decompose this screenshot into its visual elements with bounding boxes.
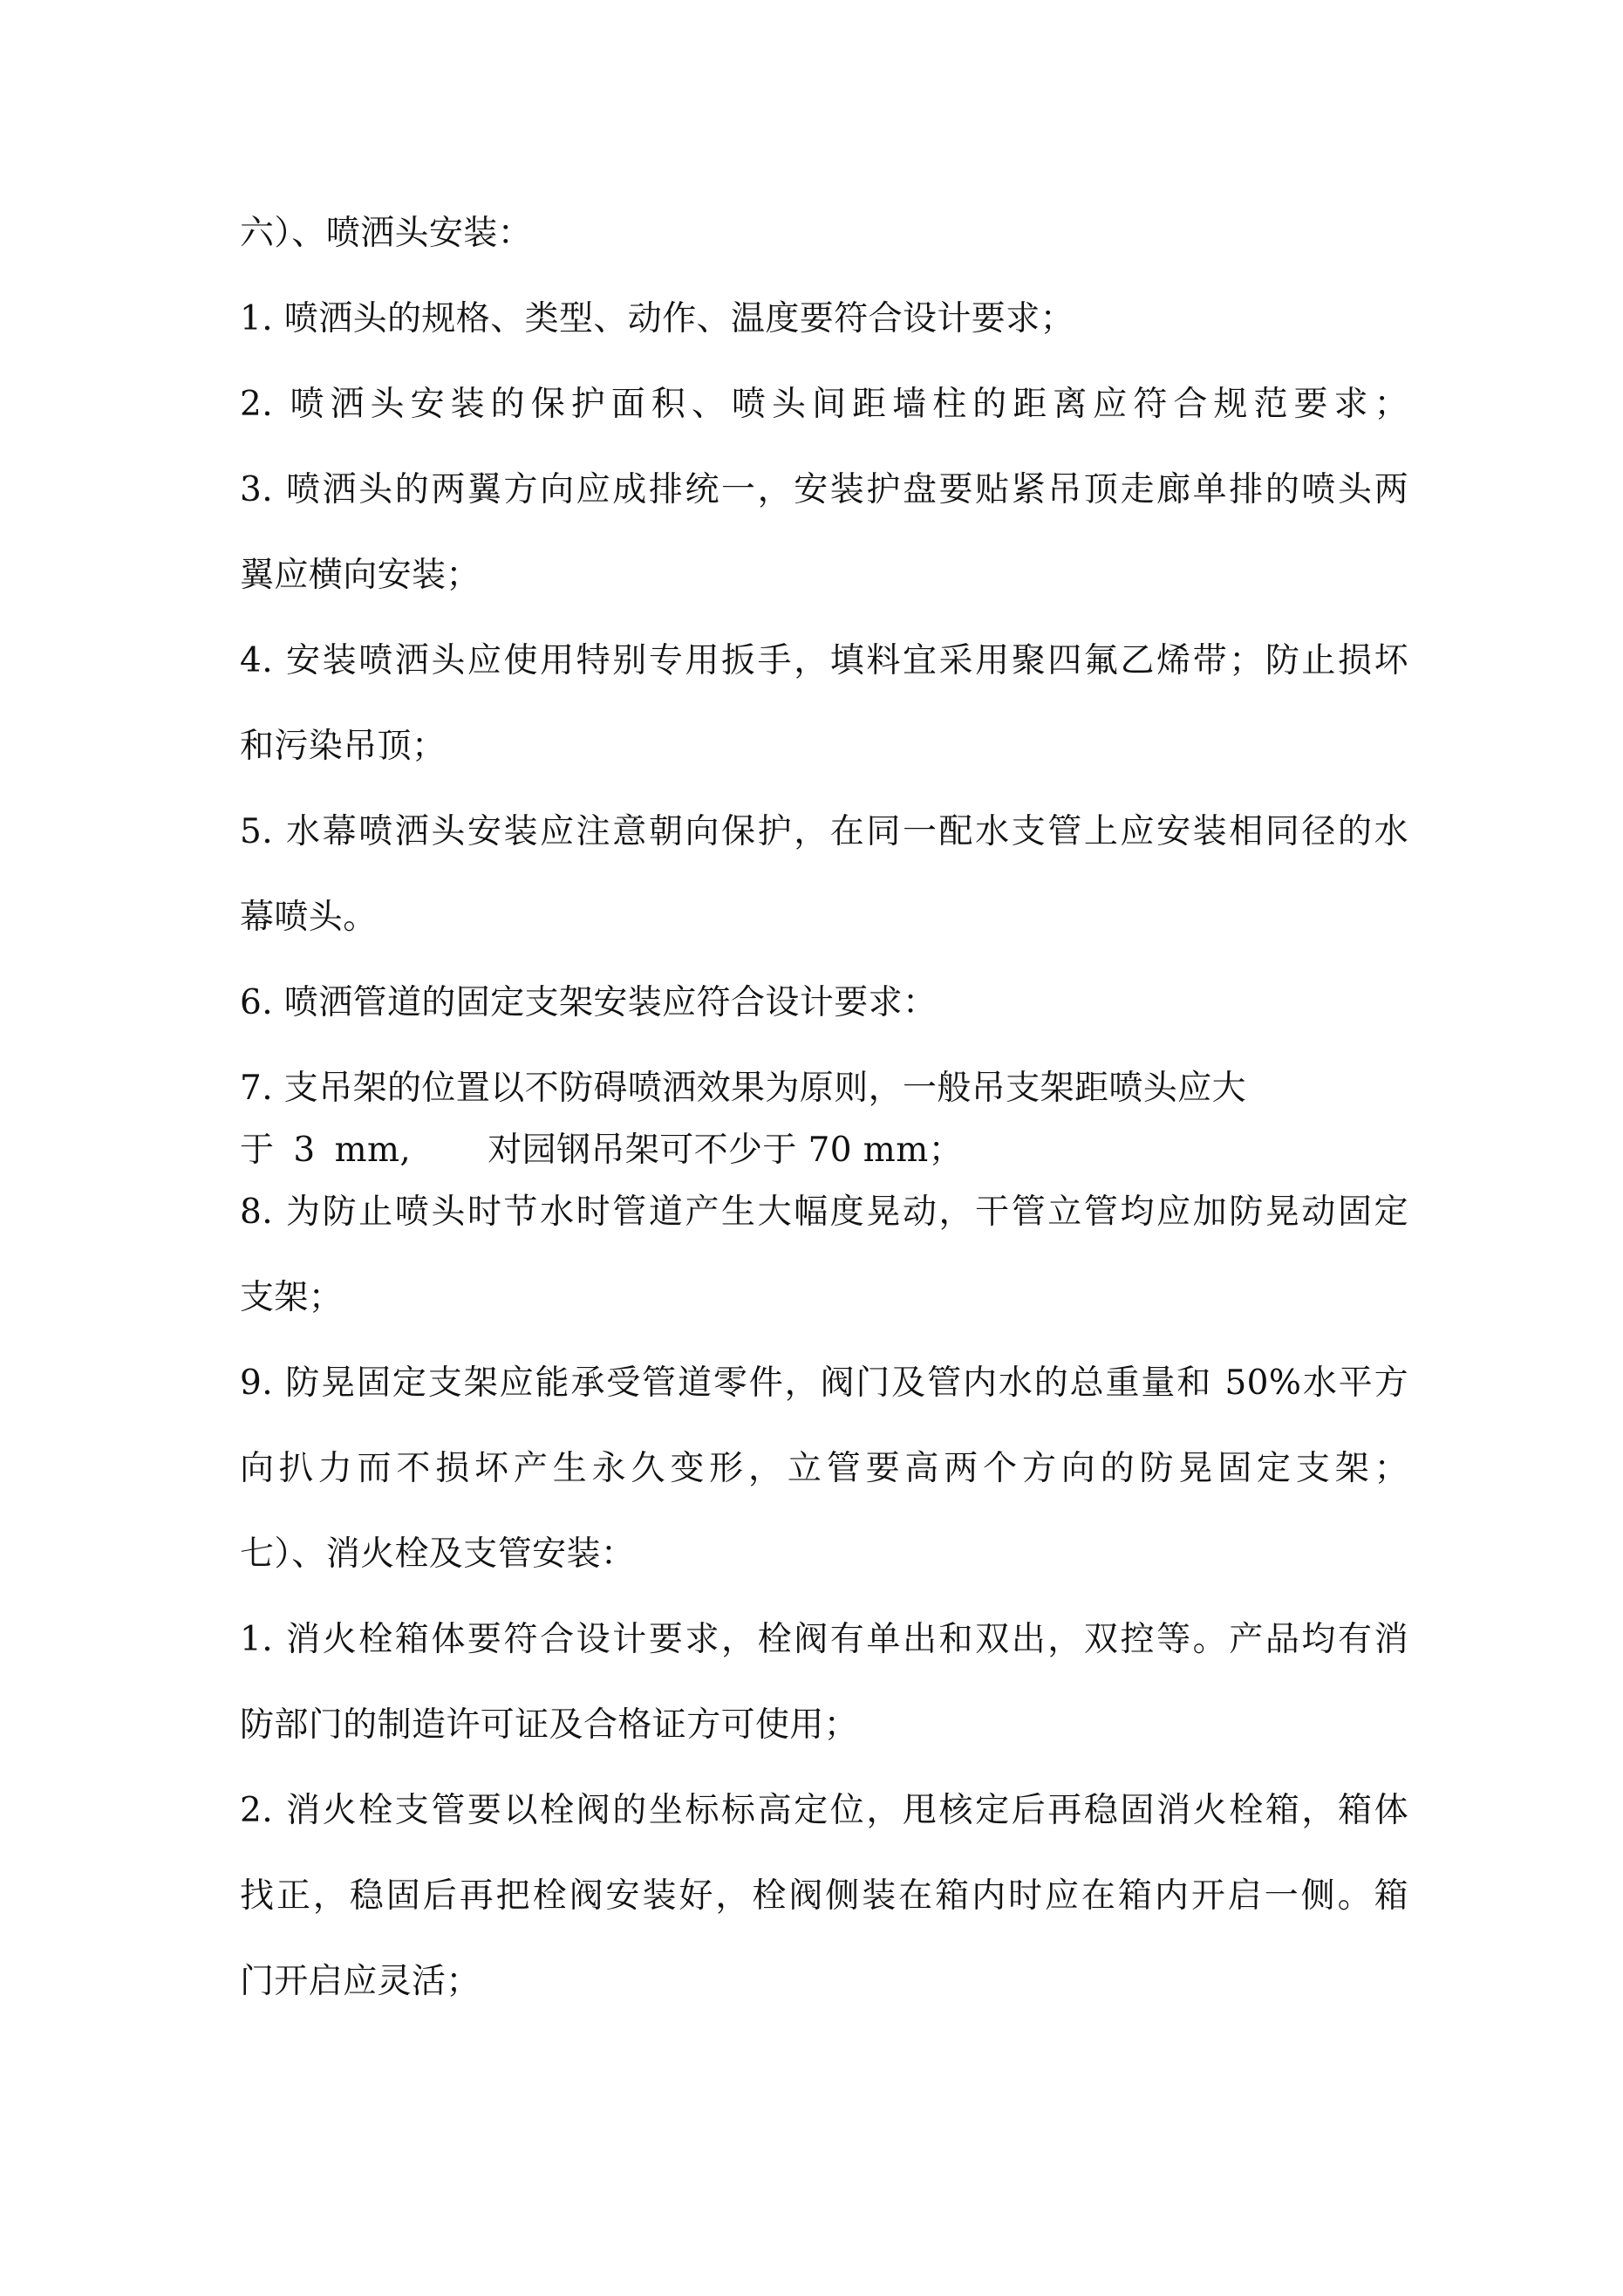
paragraph-line: 2. 消火栓支管要以栓阀的坐标标高定位，甩核定后再稳固消火栓箱，箱体 bbox=[240, 1791, 1408, 1830]
paragraph-line: 3. 喷洒头的两翼方向应成排统一，安装护盘要贴紧吊顶走廊单排的喷头两 bbox=[240, 470, 1408, 509]
paragraph-line: 支架； bbox=[240, 1278, 344, 1317]
text-fragment: 对园钢吊架可不少于 70 mm； bbox=[488, 1131, 963, 1170]
document-body bbox=[240, 209, 1408, 2043]
paragraph-line: 9. 防晃固定支架应能承受管道零件，阀门及管内水的总重量和 50%水平方 bbox=[240, 1363, 1408, 1403]
paragraph-line-measurement bbox=[240, 1126, 1408, 1188]
paragraph-line: 找正，稳固后再把栓阀安装好，栓阀侧装在箱内时应在箱内开启一侧。箱 bbox=[240, 1876, 1408, 1916]
paragraph-line: 1. 喷洒头的规格、类型、动作、温度要符合设计要求； bbox=[240, 299, 1075, 338]
paragraph-line: 2. 喷洒头安装的保护面积、喷头间距墙柱的距离应符合规范要求； bbox=[240, 385, 1408, 424]
paragraph-line: 6. 喷洒管道的固定支架安装应符合设计要求： bbox=[240, 983, 938, 1022]
text-fragment: 3 bbox=[293, 1131, 316, 1170]
paragraph-line: 和污染吊顶； bbox=[240, 727, 447, 766]
paragraph-line: 1. 消火栓箱体要符合设计要求，栓阀有单出和双出，双控等。产品均有消 bbox=[240, 1620, 1408, 1659]
paragraph-line: 5. 水幕喷洒头安装应注意朝向保护，在同一配水支管上应安装相同径的水 bbox=[240, 812, 1408, 851]
paragraph-line: 翼应横向安装； bbox=[240, 556, 481, 595]
paragraph-line: 4. 安装喷洒头应使用特别专用扳手，填料宜采用聚四氟乙烯带；防止损坏 bbox=[240, 641, 1408, 680]
paragraph-line: 向扒力而不损坏产生永久变形，立管要高两个方向的防晃固定支架； bbox=[240, 1449, 1408, 1488]
paragraph-line: 8. 为防止喷头时节水时管道产生大幅度晃动，干管立管均应加防晃动固定 bbox=[240, 1192, 1408, 1232]
text-fragment: 于 bbox=[240, 1131, 275, 1170]
text-fragment: mm, bbox=[334, 1131, 412, 1170]
section-heading: 七）、消火栓及支管安装： bbox=[240, 1534, 636, 1574]
paragraph-line: 幕喷头。 bbox=[240, 898, 378, 937]
paragraph-line: 防部门的制造许可证及合格证方可使用； bbox=[240, 1705, 859, 1745]
paragraph-line: 7. 支吊架的位置以不防碍喷洒效果为原则，一般吊支架距喷头应大 bbox=[240, 1069, 1247, 1108]
paragraph-line: 门开启应灵活； bbox=[240, 1962, 481, 2001]
section-heading: 六）、喷洒头安装： bbox=[240, 214, 533, 253]
